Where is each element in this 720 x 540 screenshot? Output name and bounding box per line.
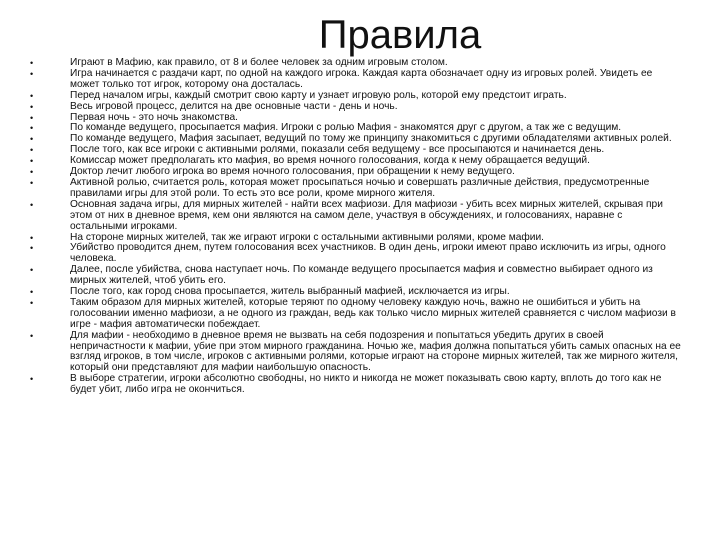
rule-item: [30, 69, 682, 91]
rule-text: Для мафии - необходимо в дневное время не вызвать на себя подозрения и попытаться убедить других в своей непричастности к мафии, убие при этом мирного гражданина. Ночью же, мафия должна попытаться убить самых опасных на ее взгляд игроков, в том числе, игроков с активными ролями, которые играют на стороне мирных жителей, так же мирного жителя, который они представляют для мафии наибольшую опасность.: [70, 329, 681, 374]
rule-text: На стороне мирных жителей, так же играют игроки с остальными активными ролями, кроме мафии.: [70, 231, 544, 243]
rules-list: [30, 58, 682, 396]
rule-item: [30, 178, 682, 200]
bullet-icon: •: [30, 265, 34, 276]
bullet-icon: •: [30, 243, 34, 254]
rule-text: Играют в Мафию, как правило, от 8 и более человек за одним игровым столом.: [70, 57, 448, 68]
bullet-icon: •: [30, 145, 34, 156]
rule-text: Доктор лечит любого игрока во время ночного голосования, при обращении к нему ведущего.: [70, 166, 515, 178]
bullet-icon: •: [30, 156, 34, 167]
rule-text: Далее, после убийства, снова наступает ночь. По команде ведущего просыпается мафия и совместно выбирает одного из мирных жителей, чтоб убить его.: [70, 264, 653, 287]
rule-text: Весь игровой процесс, делится на две основные части - день и ночь.: [70, 100, 398, 112]
rule-text: Убийство проводится днем, путем голосования всех участников. В один день, игроки имеют право исключить из игры, одного человека.: [70, 242, 666, 265]
bullet-icon: •: [30, 374, 34, 385]
rule-text: По команде ведущего, Мафия засыпает, ведущий по тому же принципу знакомиться с другими обладателями активных ролей.: [70, 133, 672, 145]
bullet-icon: •: [30, 232, 34, 243]
bullet-icon: •: [30, 199, 34, 210]
bullet-icon: •: [30, 90, 34, 101]
bullet-icon: •: [30, 134, 34, 145]
rule-text: Перед началом игры, каждый смотрит свою карту и узнает игровую роль, которой ему предстоит играть.: [70, 89, 567, 101]
rule-text: Таким образом для мирных жителей, которые теряют по одному человеку каждую ночь, важно не ошибиться и убить на голосовании именно мафиози, а не одного из граждан, ведь как только число мирных жителей сравняется с числом мафиози в игре - мафия автоматически побеждает.: [70, 296, 676, 330]
rule-text: Активной ролью, считается роль, которая может просыпаться ночью и совершать различные действия, предусмотренные правилами игры для этой роли. То есть это все роли, кроме мирного жителя.: [70, 176, 650, 199]
rule-item: [30, 265, 682, 287]
rule-text: После того, как город снова просыпается, житель выбранный мафией, исключается из игры.: [70, 286, 510, 298]
rule-item: [30, 200, 682, 233]
rule-text: По команде ведущего, просыпается мафия. Игроки с ролью Мафия - знакомятся друг с другом, а так же с ведущим.: [70, 122, 622, 134]
rule-item: [30, 243, 682, 265]
rule-item: [30, 374, 682, 396]
bullet-icon: •: [30, 297, 34, 308]
bullet-icon: •: [30, 58, 34, 68]
bullet-icon: •: [30, 177, 34, 188]
rule-text: Игра начинается с раздачи карт, по одной на каждого игрока. Каждая карта обозначает одну из игровых ролей. Увидеть ее может только тот игрок, которому она досталась.: [70, 67, 653, 90]
slide-title: Правила: [318, 13, 482, 57]
rule-text: Комиссар может предполагать кто мафия, во время ночного голосования, когда к нему обращается ведущий.: [70, 155, 590, 167]
bullet-icon: •: [30, 330, 34, 341]
bullet-icon: •: [30, 167, 34, 178]
bullet-icon: •: [30, 101, 34, 112]
rule-text: После того, как все игроки с активными ролями, показали себя ведущему - все просыпаются и начинается день.: [70, 144, 605, 156]
rule-item: [30, 331, 682, 375]
bullet-icon: •: [30, 112, 34, 123]
rule-item: [30, 298, 682, 331]
bullet-icon: •: [30, 68, 34, 79]
bullet-icon: •: [30, 123, 34, 134]
rule-text: Первая ночь - это ночь знакомства.: [70, 111, 238, 123]
rule-text: Основная задача игры, для мирных жителей - найти всех мафиози. Для мафиози - убить всех мирных жителей, скрывая при этом от них в дневное время, кем они являются на самом деле, участвуя в обсуждениях, и голосованиях, наравне с остальными игроками.: [70, 198, 663, 232]
rule-text: В выборе стратегии, игроки абсолютно свободны, но никто и никогда не может показывать свою карту, вплоть до того как не будет убит, либо игра не окончиться.: [70, 373, 662, 396]
bullet-icon: •: [30, 287, 34, 298]
